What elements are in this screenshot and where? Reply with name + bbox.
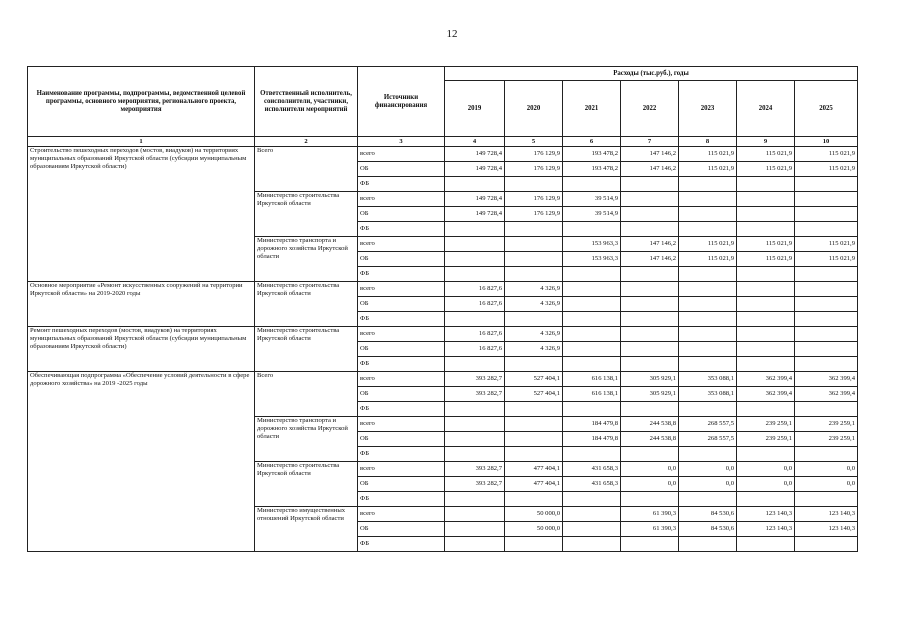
amount-cell: 362 399,4 (737, 387, 795, 402)
amount-cell (795, 207, 858, 222)
amount-cell (505, 432, 563, 447)
amount-cell (679, 177, 737, 192)
header-executor: Ответственный исполнитель, соисполнители, участники, исполнители мероприятий (255, 67, 358, 137)
amount-cell: 4 326,9 (505, 327, 563, 342)
amount-cell: 84 530,6 (679, 507, 737, 522)
amount-cell (737, 327, 795, 342)
amount-cell: 527 404,1 (505, 372, 563, 387)
executor-cell: Всего (255, 372, 358, 417)
amount-cell: 176 129,9 (505, 192, 563, 207)
amount-cell (737, 312, 795, 327)
amount-cell (445, 447, 505, 462)
amount-cell: 239 259,1 (737, 417, 795, 432)
amount-cell (679, 327, 737, 342)
amount-cell: 16 827,6 (445, 327, 505, 342)
amount-cell: 239 259,1 (795, 417, 858, 432)
amount-cell (563, 297, 621, 312)
amount-cell (737, 342, 795, 357)
amount-cell: 149 728,4 (445, 147, 505, 162)
table-row (28, 282, 858, 297)
amount-cell (679, 282, 737, 297)
amount-cell (445, 177, 505, 192)
amount-cell: 244 538,8 (621, 417, 679, 432)
amount-cell (795, 177, 858, 192)
program-name-cell: Ремонт пешеходных переходов (мостов, виадуков) на территориях муниципальных образований Иркутской области (субсидии муниципальным образованиям Иркутской области) (28, 327, 255, 372)
amount-cell: 39 514,9 (563, 192, 621, 207)
funding-source-cell: ОБ (358, 522, 445, 537)
funding-source-cell: всего (358, 192, 445, 207)
amount-cell (795, 267, 858, 282)
amount-cell (445, 432, 505, 447)
amount-cell: 353 088,1 (679, 372, 737, 387)
amount-cell (563, 492, 621, 507)
amount-cell: 268 557,5 (679, 417, 737, 432)
funding-source-cell: всего (358, 462, 445, 477)
amount-cell (563, 522, 621, 537)
amount-cell: 149 728,4 (445, 192, 505, 207)
amount-cell (445, 222, 505, 237)
amount-cell (795, 312, 858, 327)
amount-cell (621, 327, 679, 342)
column-number: 9 (737, 137, 795, 147)
amount-cell (445, 237, 505, 252)
amount-cell (621, 222, 679, 237)
amount-cell (563, 327, 621, 342)
header-expenses: Расходы (тыс.руб.), годы (445, 67, 858, 81)
amount-cell (621, 297, 679, 312)
amount-cell (563, 447, 621, 462)
amount-cell: 431 658,3 (563, 462, 621, 477)
funding-source-cell: ОБ (358, 297, 445, 312)
funding-source-cell: всего (358, 417, 445, 432)
amount-cell: 50 000,0 (505, 507, 563, 522)
amount-cell (621, 207, 679, 222)
amount-cell (445, 357, 505, 372)
funding-source-cell: ФБ (358, 312, 445, 327)
amount-cell: 239 259,1 (737, 432, 795, 447)
amount-cell (563, 177, 621, 192)
amount-cell: 115 021,9 (679, 147, 737, 162)
amount-cell: 362 399,4 (795, 372, 858, 387)
funding-source-cell: всего (358, 237, 445, 252)
funding-source-cell: ОБ (358, 342, 445, 357)
amount-cell (563, 282, 621, 297)
table-row (28, 327, 858, 342)
amount-cell: 153 963,3 (563, 237, 621, 252)
amount-cell: 50 000,0 (505, 522, 563, 537)
amount-cell: 0,0 (679, 477, 737, 492)
amount-cell (679, 537, 737, 552)
amount-cell (621, 267, 679, 282)
funding-source-cell: всего (358, 372, 445, 387)
column-number: 2 (255, 137, 358, 147)
funding-source-cell: ОБ (358, 477, 445, 492)
funding-source-cell: всего (358, 147, 445, 162)
executor-cell: Министерство транспорта и дорожного хозяйства Иркутской области (255, 237, 358, 282)
column-number: 7 (621, 137, 679, 147)
amount-cell: 115 021,9 (795, 162, 858, 177)
amount-cell (795, 402, 858, 417)
amount-cell (737, 357, 795, 372)
amount-cell (505, 357, 563, 372)
amount-cell (505, 447, 563, 462)
funding-source-cell: ОБ (358, 252, 445, 267)
amount-cell: 176 129,9 (505, 147, 563, 162)
amount-cell: 115 021,9 (679, 237, 737, 252)
funding-source-cell: ОБ (358, 162, 445, 177)
amount-cell (737, 192, 795, 207)
amount-cell: 61 390,3 (621, 507, 679, 522)
header-year: 2024 (737, 81, 795, 137)
amount-cell: 123 140,3 (737, 507, 795, 522)
amount-cell: 393 282,7 (445, 477, 505, 492)
amount-cell (445, 267, 505, 282)
amount-cell (505, 492, 563, 507)
amount-cell (795, 327, 858, 342)
amount-cell (505, 417, 563, 432)
amount-cell: 16 827,6 (445, 342, 505, 357)
amount-cell (505, 312, 563, 327)
amount-cell: 176 129,9 (505, 162, 563, 177)
amount-cell: 431 658,3 (563, 477, 621, 492)
executor-cell: Министерство строительства Иркутской области (255, 282, 358, 327)
executor-cell: Министерство транспорта и дорожного хозяйства Иркутской области (255, 417, 358, 462)
amount-cell (505, 402, 563, 417)
program-name-cell: Строительство пешеходных переходов (мостов, виадуков) на территориях муниципальных образований Иркутской области (субсидии муниципальным образованиям Иркутской области) (28, 147, 255, 282)
amount-cell: 268 557,5 (679, 432, 737, 447)
amount-cell: 176 129,9 (505, 207, 563, 222)
amount-cell: 115 021,9 (737, 162, 795, 177)
amount-cell: 0,0 (621, 477, 679, 492)
amount-cell (795, 537, 858, 552)
amount-cell (445, 537, 505, 552)
funding-source-cell: всего (358, 327, 445, 342)
amount-cell (445, 492, 505, 507)
page-number: 12 (446, 28, 458, 40)
amount-cell: 4 326,9 (505, 297, 563, 312)
amount-cell: 149 728,4 (445, 207, 505, 222)
amount-cell: 393 282,7 (445, 462, 505, 477)
table-row (28, 147, 858, 162)
amount-cell (505, 222, 563, 237)
amount-cell: 0,0 (737, 477, 795, 492)
executor-cell: Министерство строительства Иркутской области (255, 327, 358, 372)
amount-cell (621, 192, 679, 207)
amount-cell (737, 537, 795, 552)
amount-cell (505, 537, 563, 552)
amount-cell (505, 267, 563, 282)
funding-source-cell: ФБ (358, 402, 445, 417)
amount-cell: 353 088,1 (679, 387, 737, 402)
column-number: 6 (563, 137, 621, 147)
column-number: 10 (795, 137, 858, 147)
amount-cell (621, 177, 679, 192)
amount-cell (563, 222, 621, 237)
amount-cell: 147 146,2 (621, 162, 679, 177)
amount-cell: 39 514,9 (563, 207, 621, 222)
amount-cell: 362 399,4 (795, 387, 858, 402)
amount-cell: 477 404,1 (505, 462, 563, 477)
header-funding-source: Источники финансирования (358, 67, 445, 137)
amount-cell (621, 402, 679, 417)
amount-cell (795, 192, 858, 207)
amount-cell (795, 447, 858, 462)
amount-cell (445, 252, 505, 267)
column-number: 8 (679, 137, 737, 147)
amount-cell: 193 478,2 (563, 162, 621, 177)
amount-cell: 239 259,1 (795, 432, 858, 447)
amount-cell: 0,0 (621, 462, 679, 477)
amount-cell: 123 140,3 (795, 507, 858, 522)
column-number: 1 (28, 137, 255, 147)
amount-cell (679, 297, 737, 312)
amount-cell: 616 138,1 (563, 372, 621, 387)
amount-cell: 115 021,9 (737, 237, 795, 252)
program-name-cell: Основное мероприятие «Ремонт искусственных сооружений на территории Иркутской области» на 2019-2020 годы (28, 282, 255, 327)
amount-cell (679, 312, 737, 327)
amount-cell (679, 402, 737, 417)
amount-cell (795, 282, 858, 297)
amount-cell: 147 146,2 (621, 237, 679, 252)
column-number: 4 (445, 137, 505, 147)
amount-cell (679, 447, 737, 462)
amount-cell: 193 478,2 (563, 147, 621, 162)
amount-cell: 147 146,2 (621, 252, 679, 267)
funding-source-cell: ФБ (358, 267, 445, 282)
amount-cell (679, 267, 737, 282)
amount-cell: 0,0 (737, 462, 795, 477)
amount-cell: 16 827,6 (445, 282, 505, 297)
amount-cell: 393 282,7 (445, 372, 505, 387)
amount-cell (737, 282, 795, 297)
header-year: 2020 (505, 81, 563, 137)
amount-cell (795, 222, 858, 237)
amount-cell: 115 021,9 (795, 252, 858, 267)
amount-cell (445, 402, 505, 417)
amount-cell (505, 237, 563, 252)
amount-cell (679, 492, 737, 507)
amount-cell (621, 342, 679, 357)
amount-cell (737, 492, 795, 507)
amount-cell: 115 021,9 (679, 162, 737, 177)
funding-source-cell: ФБ (358, 177, 445, 192)
table-row (28, 372, 858, 387)
amount-cell: 16 827,6 (445, 297, 505, 312)
funding-source-cell: ФБ (358, 447, 445, 462)
amount-cell: 477 404,1 (505, 477, 563, 492)
amount-cell: 0,0 (795, 462, 858, 477)
amount-cell: 149 728,4 (445, 162, 505, 177)
amount-cell (621, 282, 679, 297)
amount-cell: 115 021,9 (737, 252, 795, 267)
amount-cell: 305 929,1 (621, 372, 679, 387)
amount-cell (737, 207, 795, 222)
amount-cell (505, 252, 563, 267)
funding-source-cell: ФБ (358, 222, 445, 237)
table-body (28, 147, 858, 552)
amount-cell (563, 537, 621, 552)
executor-cell: Министерство строительства Иркутской области (255, 462, 358, 507)
amount-cell (679, 342, 737, 357)
funding-source-cell: ФБ (358, 492, 445, 507)
header-year: 2019 (445, 81, 505, 137)
amount-cell: 184 479,8 (563, 417, 621, 432)
amount-cell (737, 267, 795, 282)
amount-cell: 4 326,9 (505, 342, 563, 357)
amount-cell (795, 297, 858, 312)
amount-cell (795, 492, 858, 507)
header-program-name: Наименование программы, подпрограммы, ведомственной целевой программы, основного мероприятия, регионального проекта, мероприятия (28, 67, 255, 137)
amount-cell: 147 146,2 (621, 147, 679, 162)
amount-cell (621, 357, 679, 372)
funding-source-cell: ОБ (358, 432, 445, 447)
amount-cell (737, 297, 795, 312)
amount-cell: 153 963,3 (563, 252, 621, 267)
expenses-table (27, 66, 858, 552)
amount-cell (621, 537, 679, 552)
amount-cell (795, 357, 858, 372)
amount-cell: 393 282,7 (445, 387, 505, 402)
amount-cell (737, 177, 795, 192)
amount-cell (679, 357, 737, 372)
amount-cell (563, 342, 621, 357)
amount-cell (563, 507, 621, 522)
executor-cell: Министерство строительства Иркутской области (255, 192, 358, 237)
amount-cell (679, 222, 737, 237)
funding-source-cell: всего (358, 507, 445, 522)
amount-cell: 616 138,1 (563, 387, 621, 402)
funding-source-cell: всего (358, 282, 445, 297)
funding-source-cell: ФБ (358, 537, 445, 552)
amount-cell (563, 312, 621, 327)
executor-cell: Всего (255, 147, 358, 192)
amount-cell (679, 207, 737, 222)
amount-cell (737, 402, 795, 417)
amount-cell: 0,0 (679, 462, 737, 477)
amount-cell (445, 417, 505, 432)
amount-cell (795, 342, 858, 357)
funding-source-cell: ОБ (358, 207, 445, 222)
amount-cell (563, 402, 621, 417)
funding-source-cell: ФБ (358, 357, 445, 372)
amount-cell: 115 021,9 (679, 252, 737, 267)
amount-cell: 115 021,9 (737, 147, 795, 162)
program-name-cell: Обеспечивающая подпрограмма «Обеспечение условий деятельности в сфере дорожного хозяйства» на 2019 -2025 годы (28, 372, 255, 552)
amount-cell: 84 530,6 (679, 522, 737, 537)
amount-cell (621, 447, 679, 462)
header-year: 2023 (679, 81, 737, 137)
amount-cell: 305 929,1 (621, 387, 679, 402)
executor-cell: Министерство имущественных отношений Иркутской области (255, 507, 358, 552)
column-number: 5 (505, 137, 563, 147)
amount-cell (505, 177, 563, 192)
amount-cell: 115 021,9 (795, 237, 858, 252)
header-year: 2021 (563, 81, 621, 137)
amount-cell (621, 312, 679, 327)
amount-cell (621, 492, 679, 507)
amount-cell: 184 479,8 (563, 432, 621, 447)
amount-cell (737, 447, 795, 462)
amount-cell: 4 326,9 (505, 282, 563, 297)
amount-cell: 123 140,3 (795, 522, 858, 537)
amount-cell (563, 267, 621, 282)
funding-source-cell: ОБ (358, 387, 445, 402)
header-year: 2022 (621, 81, 679, 137)
amount-cell: 115 021,9 (795, 147, 858, 162)
amount-cell (563, 357, 621, 372)
amount-cell (445, 522, 505, 537)
amount-cell: 362 399,4 (737, 372, 795, 387)
amount-cell: 244 538,8 (621, 432, 679, 447)
amount-cell: 527 404,1 (505, 387, 563, 402)
amount-cell (445, 507, 505, 522)
column-number: 3 (358, 137, 445, 147)
amount-cell (737, 222, 795, 237)
amount-cell: 123 140,3 (737, 522, 795, 537)
amount-cell (445, 312, 505, 327)
amount-cell: 0,0 (795, 477, 858, 492)
amount-cell (679, 192, 737, 207)
header-year: 2025 (795, 81, 858, 137)
amount-cell: 61 390,3 (621, 522, 679, 537)
